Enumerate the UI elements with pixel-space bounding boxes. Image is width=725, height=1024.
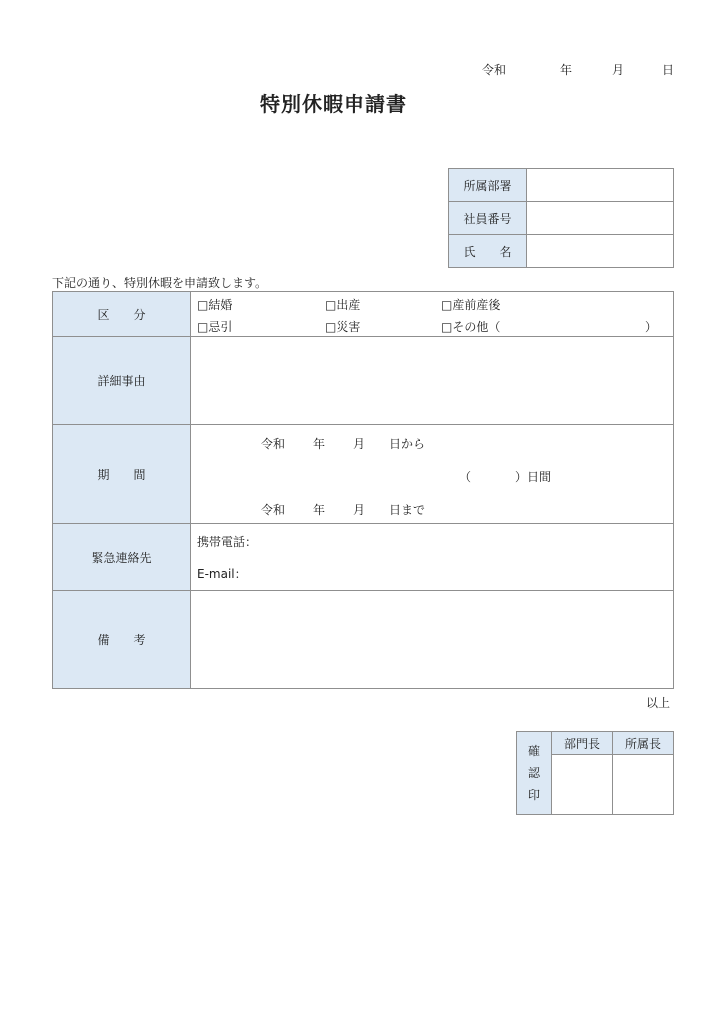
applicant-info-table	[448, 168, 674, 268]
option-disaster[interactable]: □災害	[325, 320, 361, 334]
leave-form-table	[52, 291, 674, 689]
details-label: 詳細事由	[53, 337, 191, 425]
name-label: 氏 名	[449, 235, 527, 268]
to-year: 年	[313, 503, 326, 517]
email-label: E-mail：	[197, 567, 247, 581]
manager-header: 所属長	[613, 732, 674, 755]
date-year: 年	[560, 63, 573, 77]
days-open: （	[459, 470, 472, 484]
phone-label: 携帯電話：	[197, 535, 258, 549]
option-childbirth[interactable]: □出産	[325, 298, 361, 312]
date-line	[0, 61, 725, 79]
approval-char-1: 確	[527, 744, 540, 758]
option-other[interactable]: □その他（	[441, 320, 501, 334]
remarks-field[interactable]	[191, 591, 674, 689]
date-day: 日	[662, 63, 675, 77]
row-remarks	[53, 591, 674, 689]
page-title: 特別休暇申請書	[260, 92, 407, 116]
info-row-department	[449, 169, 674, 202]
row-period	[53, 425, 674, 524]
row-category	[53, 292, 674, 337]
from-year: 年	[313, 437, 326, 451]
date-month: 月	[612, 63, 625, 77]
days-close: ）日間	[515, 470, 552, 484]
intro-text: 下記の通り、特別休暇を申請致します。	[52, 276, 268, 290]
details-field[interactable]	[191, 337, 674, 425]
dept-head-header: 部門長	[552, 732, 613, 755]
from-month: 月	[353, 437, 366, 451]
info-row-name	[449, 235, 674, 268]
row-details	[53, 337, 674, 425]
remarks-label: 備 考	[53, 591, 191, 689]
option-other-close: ）	[645, 320, 658, 334]
row-emergency	[53, 524, 674, 591]
date-era: 令和	[482, 63, 507, 77]
to-era: 令和	[261, 503, 286, 517]
department-label: 所属部署	[449, 169, 527, 202]
approval-char-2: 認	[527, 766, 540, 780]
approval-side-label	[517, 732, 552, 815]
department-field[interactable]	[527, 169, 674, 202]
option-bereavement[interactable]: □忌引	[197, 320, 233, 334]
info-row-employee-number	[449, 202, 674, 235]
option-marriage[interactable]: □結婚	[197, 298, 233, 312]
employee-number-label: 社員番号	[449, 202, 527, 235]
option-maternity[interactable]: □産前産後	[441, 298, 501, 312]
name-field[interactable]	[527, 235, 674, 268]
approval-stamp-table	[516, 731, 674, 815]
emergency-label: 緊急連絡先	[53, 524, 191, 591]
approval-char-3: 印	[527, 788, 540, 802]
to-month: 月	[353, 503, 366, 517]
from-era: 令和	[261, 437, 286, 451]
period-label: 期 間	[53, 425, 191, 524]
category-label: 区 分	[53, 292, 191, 337]
dept-head-stamp[interactable]	[552, 755, 613, 815]
from-day: 日から	[389, 437, 426, 451]
to-day: 日まで	[389, 503, 426, 517]
manager-stamp[interactable]	[613, 755, 674, 815]
end-mark: 以上	[646, 696, 671, 710]
employee-number-field[interactable]	[527, 202, 674, 235]
